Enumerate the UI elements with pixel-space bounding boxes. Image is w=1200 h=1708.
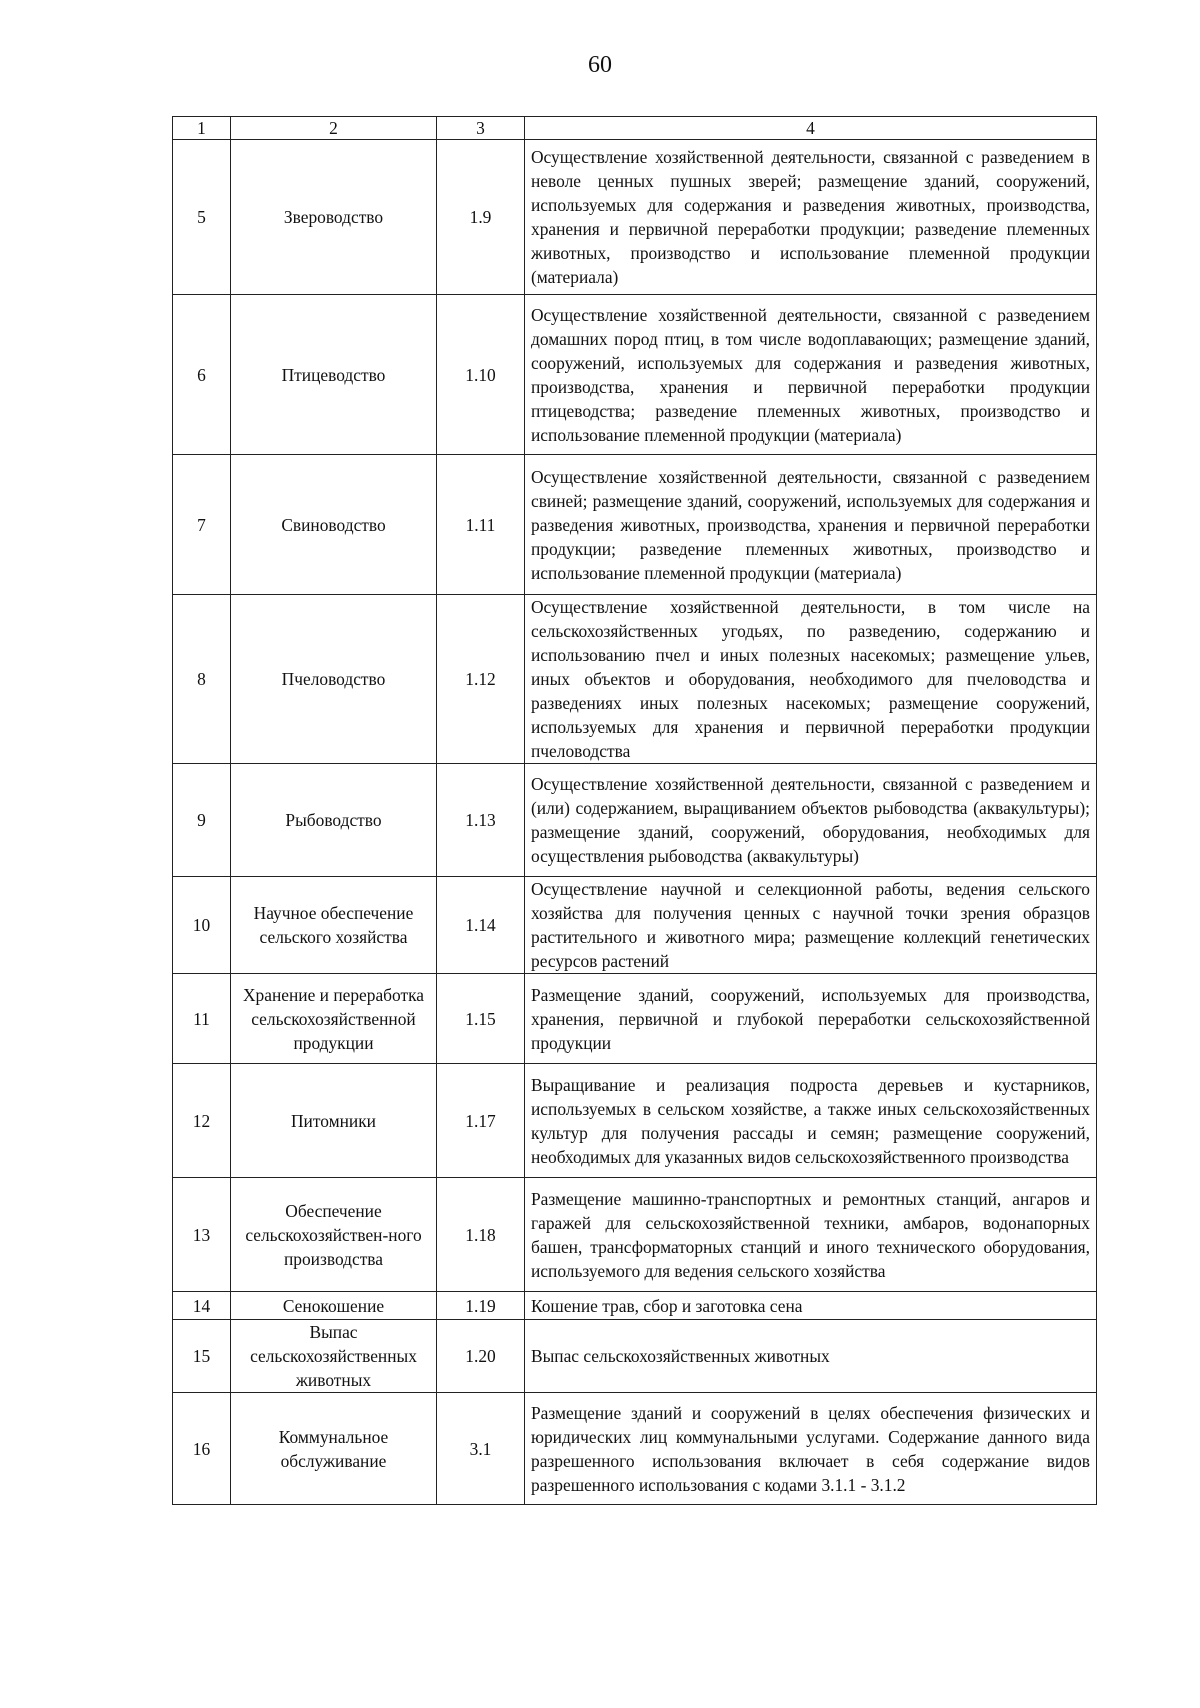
land-use-name: Рыбоводство bbox=[231, 764, 437, 877]
land-use-description: Размещение машинно-транспортных и ремонтных станций, ангаров и гаражей для сельскохозяйственной техники, амбаров, водонапорных башен, трансформаторных станций и иного технического оборудования, используемого для ведения сельского хозяйства bbox=[525, 1178, 1097, 1292]
land-use-code: 1.19 bbox=[437, 1292, 525, 1320]
table-row bbox=[173, 1393, 1097, 1505]
header-cell: 2 bbox=[231, 117, 437, 140]
land-use-description: Кошение трав, сбор и заготовка сена bbox=[525, 1292, 1097, 1320]
land-use-name: Выпас сельскохозяйственных животных bbox=[231, 1320, 437, 1393]
land-use-table bbox=[172, 116, 1097, 1505]
row-number: 11 bbox=[173, 974, 231, 1064]
land-use-code: 1.12 bbox=[437, 595, 525, 764]
land-use-name: Сенокошение bbox=[231, 1292, 437, 1320]
land-use-description: Осуществление хозяйственной деятельности, в том числе на сельскохозяйственных угодьях, по разведению, содержанию и использованию пчел и иных полезных насекомых; размещение ульев, иных объектов и оборудования, необходимого для пчеловодства и разведениях иных полезных насекомых; размещение сооружений, используемых для хранения и первичной переработки продукции пчеловодства bbox=[525, 595, 1097, 764]
table-row bbox=[173, 1064, 1097, 1178]
row-number: 6 bbox=[173, 295, 231, 455]
table-row bbox=[173, 1292, 1097, 1320]
land-use-name: Птицеводство bbox=[231, 295, 437, 455]
row-number: 14 bbox=[173, 1292, 231, 1320]
table-row bbox=[173, 1178, 1097, 1292]
land-use-code: 1.17 bbox=[437, 1064, 525, 1178]
land-use-name: Коммунальное обслуживание bbox=[231, 1393, 437, 1505]
row-number: 8 bbox=[173, 595, 231, 764]
row-number: 5 bbox=[173, 140, 231, 295]
header-cell: 4 bbox=[525, 117, 1097, 140]
row-number: 13 bbox=[173, 1178, 231, 1292]
land-use-name: Хранение и переработка сельскохозяйственной продукции bbox=[231, 974, 437, 1064]
land-use-code: 1.13 bbox=[437, 764, 525, 877]
row-number: 16 bbox=[173, 1393, 231, 1505]
land-use-code: 1.14 bbox=[437, 877, 525, 974]
table-header-row bbox=[173, 117, 1097, 140]
land-use-code: 1.9 bbox=[437, 140, 525, 295]
land-use-name: Обеспечение сельскохозяйствен-ного производства bbox=[231, 1178, 437, 1292]
row-number: 10 bbox=[173, 877, 231, 974]
land-use-description: Осуществление научной и селекционной работы, ведения сельского хозяйства для получения ценных с научной точки зрения образцов растительного и животного мира; размещение коллекций генетических ресурсов растений bbox=[525, 877, 1097, 974]
land-use-description: Осуществление хозяйственной деятельности, связанной с разведением домашних пород птиц, в том числе водоплавающих; размещение зданий, сооружений, используемых для содержания и разведения животных, производства, хранения и первичной переработки продукции птицеводства; разведение племенных животных, производство и использование племенной продукции (материала) bbox=[525, 295, 1097, 455]
land-use-code: 1.10 bbox=[437, 295, 525, 455]
header-cell: 1 bbox=[173, 117, 231, 140]
land-use-name: Звероводство bbox=[231, 140, 437, 295]
table-row bbox=[173, 455, 1097, 595]
land-use-code: 1.18 bbox=[437, 1178, 525, 1292]
land-use-name: Свиноводство bbox=[231, 455, 437, 595]
land-use-description: Осуществление хозяйственной деятельности, связанной с разведением свиней; размещение зданий, сооружений, используемых для содержания и разведения животных, производства, хранения и первичной переработки продукции; разведение племенных животных, производство и использование племенной продукции (материала) bbox=[525, 455, 1097, 595]
row-number: 12 bbox=[173, 1064, 231, 1178]
table-row bbox=[173, 595, 1097, 764]
table-row bbox=[173, 974, 1097, 1064]
land-use-code: 3.1 bbox=[437, 1393, 525, 1505]
land-use-description: Размещение зданий и сооружений в целях обеспечения физических и юридических лиц коммунальными услугами. Содержание данного вида разрешенного использования включает в себя содержание видов разрешенного использования с кодами 3.1.1 - 3.1.2 bbox=[525, 1393, 1097, 1505]
land-use-description: Выращивание и реализация подроста деревьев и кустарников, используемых в сельском хозяйстве, а также иных сельскохозяйственных культур для получения рассады и семян; размещение сооружений, необходимых для указанных видов сельскохозяйственного производства bbox=[525, 1064, 1097, 1178]
table-row bbox=[173, 764, 1097, 877]
header-cell: 3 bbox=[437, 117, 525, 140]
land-use-description: Осуществление хозяйственной деятельности, связанной с разведением в неволе ценных пушных зверей; размещение зданий, сооружений, используемых для содержания и разведения животных, производства, хранения и первичной переработки продукции; разведение племенных животных, производство и использование племенной продукции (материала) bbox=[525, 140, 1097, 295]
land-use-code: 1.15 bbox=[437, 974, 525, 1064]
table-row bbox=[173, 1320, 1097, 1393]
land-use-description: Выпас сельскохозяйственных животных bbox=[525, 1320, 1097, 1393]
page-number: 60 bbox=[588, 52, 612, 78]
table-row bbox=[173, 877, 1097, 974]
land-use-name: Научное обеспечение сельского хозяйства bbox=[231, 877, 437, 974]
land-use-description: Осуществление хозяйственной деятельности, связанной с разведением и (или) содержанием, выращиванием объектов рыбоводства (аквакультуры); размещение зданий, сооружений, оборудования, необходимых для осуществления рыбоводства (аквакультуры) bbox=[525, 764, 1097, 877]
land-use-name: Пчеловодство bbox=[231, 595, 437, 764]
land-use-code: 1.20 bbox=[437, 1320, 525, 1393]
row-number: 7 bbox=[173, 455, 231, 595]
table-row bbox=[173, 295, 1097, 455]
row-number: 15 bbox=[173, 1320, 231, 1393]
row-number: 9 bbox=[173, 764, 231, 877]
table-row bbox=[173, 140, 1097, 295]
land-use-description: Размещение зданий, сооружений, используемых для производства, хранения, первичной и глубокой переработки сельскохозяйственной продукции bbox=[525, 974, 1097, 1064]
land-use-name: Питомники bbox=[231, 1064, 437, 1178]
land-use-code: 1.11 bbox=[437, 455, 525, 595]
